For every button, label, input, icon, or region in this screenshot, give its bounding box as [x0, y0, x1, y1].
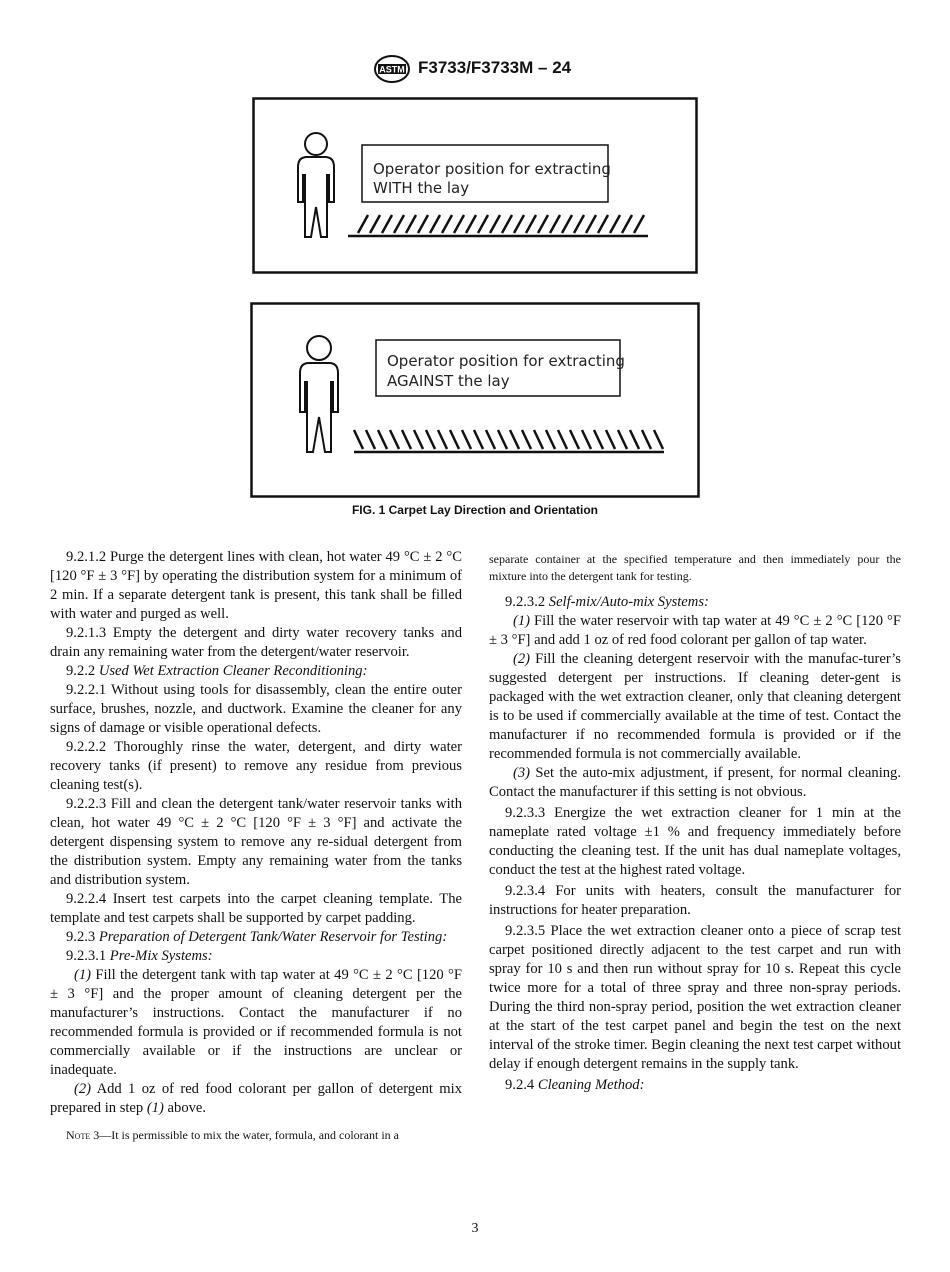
section-number: 9.2.3	[66, 929, 99, 945]
section-number: 9.2.2	[66, 663, 99, 679]
step-text: Fill the cleaning detergent reservoir with the manufac-turer’s suggested detergent per instructions. If cleaning deter-gent is packaged with the wet extraction cleaner, only that cleaning detergent is to be used if commercially available at the time of test. Contact the manufacturer if no recommended formula is provided or if the recommended formula is not commercially available.	[489, 651, 901, 762]
step-2-automix	[489, 650, 901, 764]
section-title: Self-mix/Auto-mix Systems:	[548, 594, 709, 610]
note-text: —It is permissible to mix the water, formula, and colorant in a	[99, 1128, 399, 1142]
step-text: Fill the water reservoir with tap water at 49 °C ± 2 °C [120 °F ± 3 °F] and add 1 oz of red food colorant per gallon of tap water.	[489, 613, 901, 648]
paragraph-9-2-2-1: 9.2.2.1 Without using tools for disassembly, clean the entire outer surface, brushes, nozzle, and ductwork. Examine the cleaner for any signs of damage or visible operational defects.	[50, 682, 462, 736]
step-3-automix	[489, 764, 901, 802]
section-number: 9.2.4	[505, 1077, 538, 1093]
section-9-2-2-heading	[50, 662, 462, 681]
paragraph-9-2-3-4: 9.2.3.4 For units with heaters, consult the manufacturer for instructions for heater preparation.	[489, 883, 901, 918]
figure-panel-against-lay	[250, 302, 700, 498]
section-9-2-3-2-heading	[489, 593, 901, 612]
astm-logo-icon	[372, 54, 412, 84]
step-2-premix	[50, 1080, 462, 1118]
step-text: above.	[163, 1100, 207, 1116]
note-3	[50, 1127, 462, 1144]
page-number: 3	[471, 1221, 479, 1236]
right-column	[489, 551, 901, 1095]
paragraph-9-2-2-3: 9.2.2.3 Fill and clean the detergent tank/water reservoir tanks with clean, hot water 49 °C ± 2 °C [120 °F ± 3 °F] and activate the detergent dispensing system to remove any re-sidual detergent from the distribution system. Empty any remaining water from the tanks and distribution system.	[50, 796, 462, 888]
step-text: Add 1 oz of red food colorant per gallon of detergent mix prepared in step	[50, 1081, 462, 1116]
panel2-label-line1: Operator position for extracting	[387, 352, 625, 370]
logo-text: ASTM	[379, 64, 405, 75]
paragraph-9-2-2-4: 9.2.2.4 Insert test carpets into the carpet cleaning template. The template and test carpets shall be supported by carpet padding.	[50, 891, 462, 926]
panel2-label-line2: AGAINST the lay	[387, 372, 510, 390]
note-label: Note 3	[66, 1128, 100, 1142]
step-number: (1)	[513, 613, 531, 629]
figure-caption: FIG. 1 Carpet Lay Direction and Orientation	[351, 503, 599, 517]
paragraph-9-2-3-5: 9.2.3.5 Place the wet extraction cleaner onto a piece of scrap test carpet positioned directly adjacent to the test carpet and run with spray for 10 s and then run without spray for 10 s. Repeat this cycle twice more for a total of three spray and three non-spray periods. During the third non-spray period, position the wet extraction cleaner at the start of the test carpet panel and begin the test on the next interval of the stroke timer. Begin cleaning the next test carpet without delay if enough detergent remains in the supply tank.	[489, 923, 901, 1072]
section-number: 9.2.3.1	[66, 948, 110, 964]
section-9-2-3-1-heading	[50, 947, 462, 966]
section-number: 9.2.3.2	[505, 594, 549, 610]
panel1-label-line2: WITH the lay	[373, 179, 470, 197]
step-text: Fill the detergent tank with tap water at 49 °C ± 2 °C [120 °F ± 3 °F] and the proper amount of cleaning detergent per the manufacturer’s instructions. Contact the manufacturer if no recommended formula is provided or if recommended formula is not commercially available or if the instructions are unclear or inadequate.	[50, 967, 462, 1078]
section-9-2-3-heading	[50, 928, 462, 947]
step-number: (2)	[74, 1081, 92, 1097]
section-9-2-4-heading	[489, 1076, 901, 1095]
figure-panel-with-lay	[252, 97, 698, 274]
step-number: (3)	[513, 765, 531, 781]
paragraph-9-2-1-3: 9.2.1.3 Empty the detergent and dirty water recovery tanks and drain any remaining water from the detergent/water reservoir.	[50, 625, 462, 660]
step-text: Set the auto-mix adjustment, if present, for normal cleaning. Contact the manufacturer if this setting is not obvious.	[489, 765, 901, 800]
step-reference: (1)	[146, 1100, 164, 1116]
page-header	[0, 54, 950, 84]
step-1-automix	[489, 612, 901, 650]
step-1-premix	[50, 966, 462, 1080]
paragraph-9-2-1-2: 9.2.1.2 Purge the detergent lines with clean, hot water 49 °C ± 2 °C [120 °F ± 3 °F] by operating the distribution system for a minimum of 2 min. If a separate detergent tank is present, this tank shall be filled with water and purged as well.	[50, 549, 462, 622]
section-title: Cleaning Method:	[537, 1077, 645, 1093]
note-3-continued: separate container at the specified temperature and then immediately pour the mixture into the detergent tank for testing.	[489, 552, 901, 583]
paragraph-9-2-2-2: 9.2.2.2 Thoroughly rinse the water, detergent, and dirty water recovery tanks (if present) to remove any residue from previous cleaning test(s).	[50, 739, 462, 793]
paragraph-9-2-3-3: 9.2.3.3 Energize the wet extraction cleaner for 1 min at the nameplate rated voltage ±1 % and frequency immediately before conducting the cleaning test. If the unit has dual nameplate voltages, conduct the test at the highest rated voltage.	[489, 805, 901, 878]
panel1-label-line1: Operator position for extracting	[373, 160, 611, 178]
standard-designation: F3733/F3733M – 24	[418, 58, 572, 77]
section-title: Used Wet Extraction Cleaner Reconditioning:	[98, 663, 368, 679]
step-number: (2)	[513, 651, 531, 667]
step-number: (1)	[74, 967, 92, 983]
section-title: Preparation of Detergent Tank/Water Reservoir for Testing:	[98, 929, 448, 945]
left-column	[50, 548, 462, 1144]
section-title: Pre-Mix Systems:	[109, 948, 213, 964]
